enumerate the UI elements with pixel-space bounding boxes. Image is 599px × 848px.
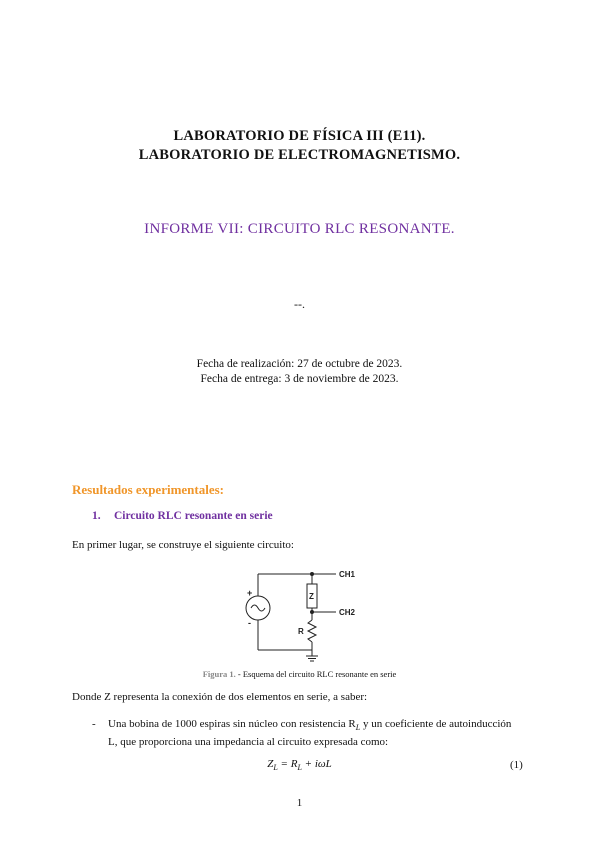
sine-symbol-icon — [251, 605, 265, 611]
author-line: --. — [294, 297, 305, 311]
title-line-1: LABORATORIO DE FÍSICA III (E11). — [173, 128, 426, 144]
figure-caption-text: - Esquema del circuito RLC resonante en serie — [237, 669, 397, 679]
subsection-title: Circuito RLC resonante en serie — [114, 510, 273, 522]
report-subtitle: INFORME VII: CIRCUITO RLC RESONANTE. — [144, 221, 455, 237]
figure-label: Figura 1. — [202, 669, 236, 679]
resistor-r — [308, 620, 316, 642]
delivery-date: Fecha de entrega: 3 de noviembre de 2023. — [200, 373, 399, 385]
bullet-line-2: L, que proporciona una impedancia al circuito expresada como: — [108, 736, 389, 749]
realization-date: Fecha de realización: 27 de octubre de 2023. — [196, 358, 403, 370]
subsection-number: 1. — [92, 510, 101, 522]
subsection-heading — [92, 510, 273, 522]
equation-number: (1) — [510, 759, 523, 771]
label-r: R — [298, 627, 304, 636]
circuit-diagram — [236, 564, 366, 664]
bullet-marker: - — [92, 718, 96, 730]
node-ch2 — [310, 610, 314, 614]
figure-caption — [0, 669, 599, 679]
equation-1: $Z_L = R_L + i\omega L$ — [267, 758, 332, 773]
label-z: Z — [309, 592, 314, 601]
after-figure-paragraph: Donde Z representa la conexión de dos elementos en serie, a saber: — [72, 691, 368, 703]
label-minus: - — [248, 618, 251, 628]
bullet-item — [108, 717, 528, 749]
title-line-2: LABORATORIO DE ELECTROMAGNETISMO. — [138, 147, 461, 163]
label-ch1: CH1 — [339, 570, 356, 579]
bullet-line-1: Una bobina de 1000 espiras sin núcleo con resistencia $R_L$ y un coeficiente de autoinducción — [108, 718, 512, 733]
page-number: 1 — [296, 797, 303, 809]
intro-paragraph: En primer lugar, se construye el siguiente circuito: — [72, 539, 294, 551]
label-ch2: CH2 — [339, 608, 356, 617]
label-plus: + — [247, 588, 253, 598]
node-ch1 — [310, 572, 314, 576]
section-heading: Resultados experimentales: — [72, 482, 225, 497]
